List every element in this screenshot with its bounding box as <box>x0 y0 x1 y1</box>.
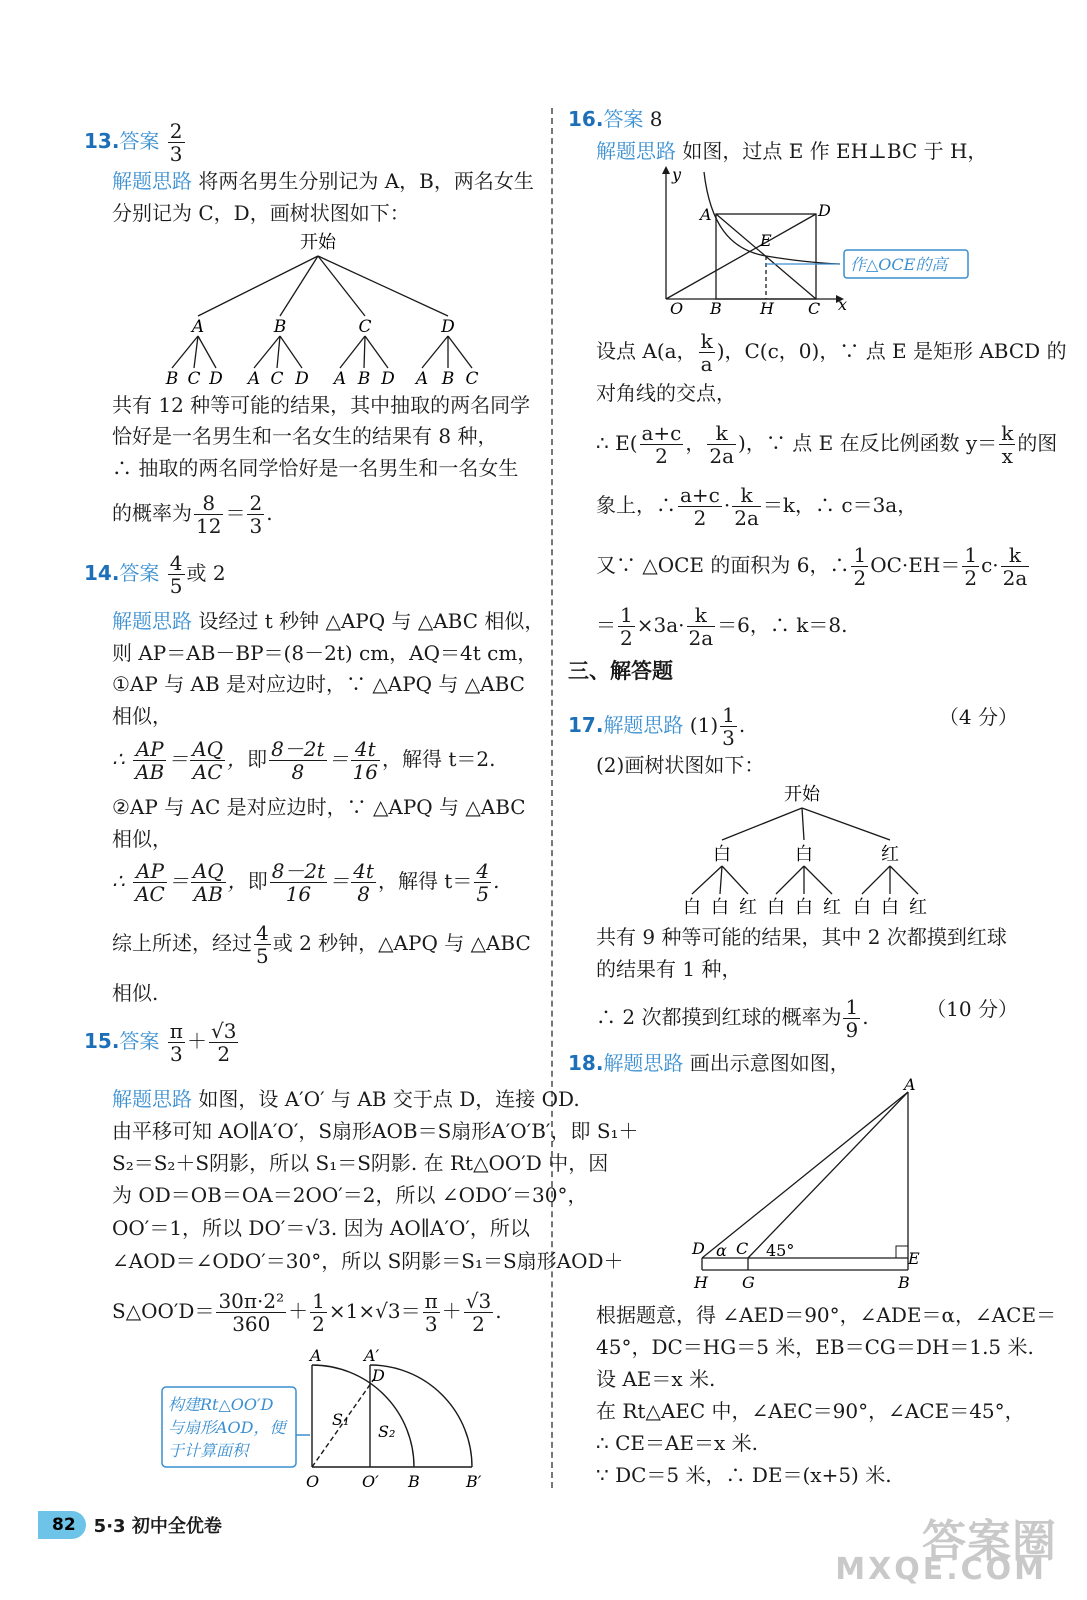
point-label: D <box>818 201 831 220</box>
tree-leaf: 红 <box>909 897 927 918</box>
text-line: 共有 12 种等可能的结果，其中抽取的两名同学 <box>112 393 531 417</box>
text-line: ∴ CE＝AE＝x 米. <box>596 1431 759 1455</box>
area-label: S₂ <box>378 1422 396 1441</box>
answer-label: 答案 <box>119 129 160 153</box>
text-line: ∵ DC＝5 米，∴ DE＝(x+5) 米. <box>596 1463 892 1487</box>
hint-label: 解题思路 <box>112 169 192 193</box>
question-number: 16. <box>568 107 604 131</box>
text-line: S₂＝S₂＋S阴影，所以 S₁＝S阴影. 在 Rt△OO′D 中，因 <box>112 1151 609 1175</box>
text-line: 为 OD＝OB＝OA＝2OO′＝2，所以 ∠ODO′＝30°， <box>112 1183 588 1207</box>
text-line: 将两名男生分别记为 A，B，两名女生 <box>198 169 534 193</box>
text-line: ∴ E( $\frac{a+c}{2}$ ， $\frac{k}{2a}$ )，∵ 点 E 在反比例函数 y＝ $\frac{k}{x}$ 的图 <box>596 421 1058 468</box>
probability-line: 的概率为 $\frac{8}{12}$ ＝ $\frac{2}{3}$ . <box>112 491 273 538</box>
point-label: B <box>710 299 722 314</box>
text-line: 又∵ △OCE 的面积为 6，∴ $\frac{1}{2}$ OC·EH＝ $\frac{1}{2}$ c· $\frac{k}{2a}$ <box>596 543 1028 590</box>
tree-leaf: 白 <box>853 897 871 918</box>
tree-leaf: 红 <box>739 897 757 918</box>
point-label: E <box>908 1249 920 1268</box>
point-label: O′ <box>362 1472 379 1491</box>
book-title: 5·3 初中全优卷 <box>93 1516 222 1537</box>
text-line: OO′＝1，所以 DO′＝√3. 因为 AO∥A′O′，所以 <box>112 1216 530 1240</box>
tree-node: 白 <box>713 844 731 865</box>
text-line: ①AP 与 AB 是对应边时，∵ △APQ 与 △ABC <box>112 672 525 696</box>
text-line: 恰好是一名男生和一名女生的结果有 8 种， <box>112 424 498 448</box>
tree-leaf: 白 <box>881 897 899 918</box>
text-line: 象上，∴ $\frac{a+c}{2}$ · $\frac{k}{2a}$ ＝k，∴ c＝3a， <box>596 483 918 530</box>
answer-fraction: $\frac{4}{5}$ <box>169 551 183 598</box>
text-line: 分别记为 C，D，画树状图如下： <box>112 201 410 225</box>
tree-node: C <box>358 317 372 337</box>
tree-node: B <box>273 317 287 337</box>
tree-leaf: B <box>441 369 455 389</box>
watermark-logo: 答案圈 <box>922 1516 1057 1567</box>
point-label: O <box>306 1472 320 1491</box>
text-line: 共有 9 种等可能的结果，其中 2 次都摸到红球 <box>596 925 1007 949</box>
tree-leaf: 白 <box>711 897 729 918</box>
angle-label: 45° <box>766 1241 795 1260</box>
callout-line: 于计算面积 <box>168 1441 249 1460</box>
text-line: 设点 A(a， $\frac{k}{a}$ )，C(c，0)，∵ 点 E 是矩形 ABCD 的 <box>596 329 1067 376</box>
section-heading: 三、解答题 <box>568 659 673 683</box>
text-line: ∴ 抽取的两名同学恰好是一名男生和一名女生 <box>112 456 519 480</box>
score-mark: （4 分） <box>938 705 1018 729</box>
equation-line: ∴ $\frac{AP}{AB}$ ＝ $\frac{AQ}{AC}$ ，即 $\frac{8-2t}{8}$ ＝ $\frac{4t}{16}$ ，解得 t＝2. <box>112 737 496 784</box>
point-label: H <box>694 1273 708 1292</box>
callout-text: 作△OCE的高 <box>850 255 948 274</box>
answer-label: 答案 <box>603 107 644 131</box>
column-divider <box>551 108 553 1488</box>
text-line: ∴ 2 次都摸到红球的概率为 $\frac{1}{9}$ . （10 分） <box>596 995 1018 1042</box>
coordinate-figure-q16 <box>640 164 980 314</box>
hint-label: 解题思路 <box>603 713 684 737</box>
point-label: G <box>742 1273 755 1292</box>
hint-label: 解题思路 <box>596 139 676 163</box>
axis-label: x <box>838 295 848 314</box>
tree-node: 白 <box>795 844 813 865</box>
tree-leaf: B <box>165 369 179 389</box>
tree-leaf: A <box>247 369 261 389</box>
hint-label: 解题思路 <box>112 1087 192 1111</box>
point-label: A <box>700 205 712 224</box>
text-line: ∠AOD＝∠ODO′＝30°，所以 S阴影＝S₁＝S扇形AOD＋ <box>112 1249 624 1273</box>
tree-leaf: 白 <box>795 897 813 918</box>
question-number: 14. <box>84 561 120 585</box>
answer-fraction: $\frac{2}{3}$ <box>169 119 183 166</box>
equation-line: ∴ $\frac{AP}{AC}$ ＝ $\frac{AQ}{AB}$ ，即 $\frac{8-2t}{16}$ ＝ $\frac{4t}{8}$ ，解得 t＝ $\frac{4}{5}$ . <box>112 859 500 906</box>
tree-node: 红 <box>881 844 899 865</box>
callout-line: 与扇形AOD，便 <box>168 1418 286 1437</box>
hint-label: 解题思路 <box>603 1051 684 1075</box>
text-line: 则 AP＝AB－BP＝(8－2t) cm，AQ＝4t cm， <box>112 641 538 665</box>
score-mark: （10 分） <box>926 997 1018 1021</box>
equation-line: S△OO′D＝ $\frac{\text{30π·2²}}{360}$ ＋ $\frac{1}{2}$ ×1×√3＝ $\frac{\pi}{3}$ ＋ $\frac{√3}{2}$ . <box>112 1289 502 1336</box>
hint-label: 解题思路 <box>112 609 192 633</box>
point-label: D <box>372 1366 385 1385</box>
answer-label: 答案 <box>119 1029 160 1053</box>
tree-diagram-q13 <box>150 228 520 390</box>
answer-label: 答案 <box>119 561 160 585</box>
question-number: 17. <box>568 713 604 737</box>
point-label: B <box>408 1472 420 1491</box>
tree-leaf: C <box>270 369 284 389</box>
page-number: 82 <box>38 1511 86 1539</box>
text-line: 由平移可知 AO∥A′O′，S扇形AOB＝S扇形A′O′B′，即 S₁＋ <box>112 1119 639 1143</box>
text-line: (2)画树状图如下： <box>596 753 765 777</box>
point-label: B′ <box>466 1472 482 1491</box>
text-line: ②AP 与 AC 是对应边时，∵ △APQ 与 △ABC <box>112 795 526 819</box>
text-line: 的结果有 1 种， <box>596 957 742 981</box>
watermark-url: MXQE.COM <box>835 1552 1047 1587</box>
tree-root: 开始 <box>784 784 820 805</box>
point-label: A <box>310 1346 322 1365</box>
sector-figure-q15 <box>160 1345 500 1495</box>
point-label: B <box>898 1273 910 1292</box>
question-number: 15. <box>84 1029 120 1053</box>
tree-leaf: A <box>333 369 347 389</box>
point-label: H <box>760 299 774 314</box>
text-line: 相似， <box>112 827 172 851</box>
tree-node: A <box>191 317 205 337</box>
text-line: 设 AE＝x 米. <box>596 1367 716 1391</box>
area-label: S₁ <box>332 1410 350 1429</box>
point-label: E <box>760 231 772 250</box>
tree-leaf: D <box>209 369 223 389</box>
point-label: A <box>904 1075 916 1094</box>
text-line: 根据题意，得 ∠AED＝90°，∠ADE＝α，∠ACE＝ <box>596 1303 1057 1327</box>
tree-leaf: C <box>187 369 201 389</box>
tree-leaf: 红 <box>823 897 841 918</box>
point-label: D <box>692 1239 705 1258</box>
point-label: C <box>736 1239 749 1258</box>
point-label: C <box>808 299 821 314</box>
text-line: 相似. <box>112 981 159 1005</box>
text-line: ＝ $\frac{1}{2}$ ×3a· $\frac{k}{2a}$ ＝6，∴ k＝8. <box>596 603 848 650</box>
tree-diagram-q17 <box>670 780 950 922</box>
callout-line: 构建Rt△OO′D <box>168 1395 274 1414</box>
point-label: O <box>670 299 684 314</box>
elevation-figure-q18 <box>686 1074 936 1296</box>
tree-leaf: 白 <box>767 897 785 918</box>
tree-root: 开始 <box>300 232 336 253</box>
tree-leaf: D <box>295 369 309 389</box>
tree-leaf: B <box>357 369 371 389</box>
tree-node: D <box>441 317 455 337</box>
text-line: 对角线的交点， <box>596 381 736 405</box>
tree-leaf: A <box>415 369 429 389</box>
text-line: 相似， <box>112 704 172 728</box>
question-number: 13. <box>84 129 120 153</box>
text-line: 45°，DC＝HG＝5 米，EB＝CG＝DH＝1.5 米. <box>596 1335 1034 1359</box>
question-number: 18. <box>568 1051 604 1075</box>
text-line: 综上所述，经过 $\frac{4}{5}$ 或 2 秒钟，△APQ 与 △ABC <box>112 921 531 968</box>
tree-leaf: C <box>465 369 479 389</box>
text-line: 在 Rt△AEC 中，∠AEC＝90°，∠ACE＝45°， <box>596 1399 1025 1423</box>
page-footer <box>38 1509 222 1541</box>
angle-label: α <box>716 1241 727 1260</box>
tree-leaf: 白 <box>683 897 701 918</box>
tree-leaf: D <box>381 369 395 389</box>
point-label: A′ <box>364 1346 380 1365</box>
axis-label: y <box>672 165 682 184</box>
